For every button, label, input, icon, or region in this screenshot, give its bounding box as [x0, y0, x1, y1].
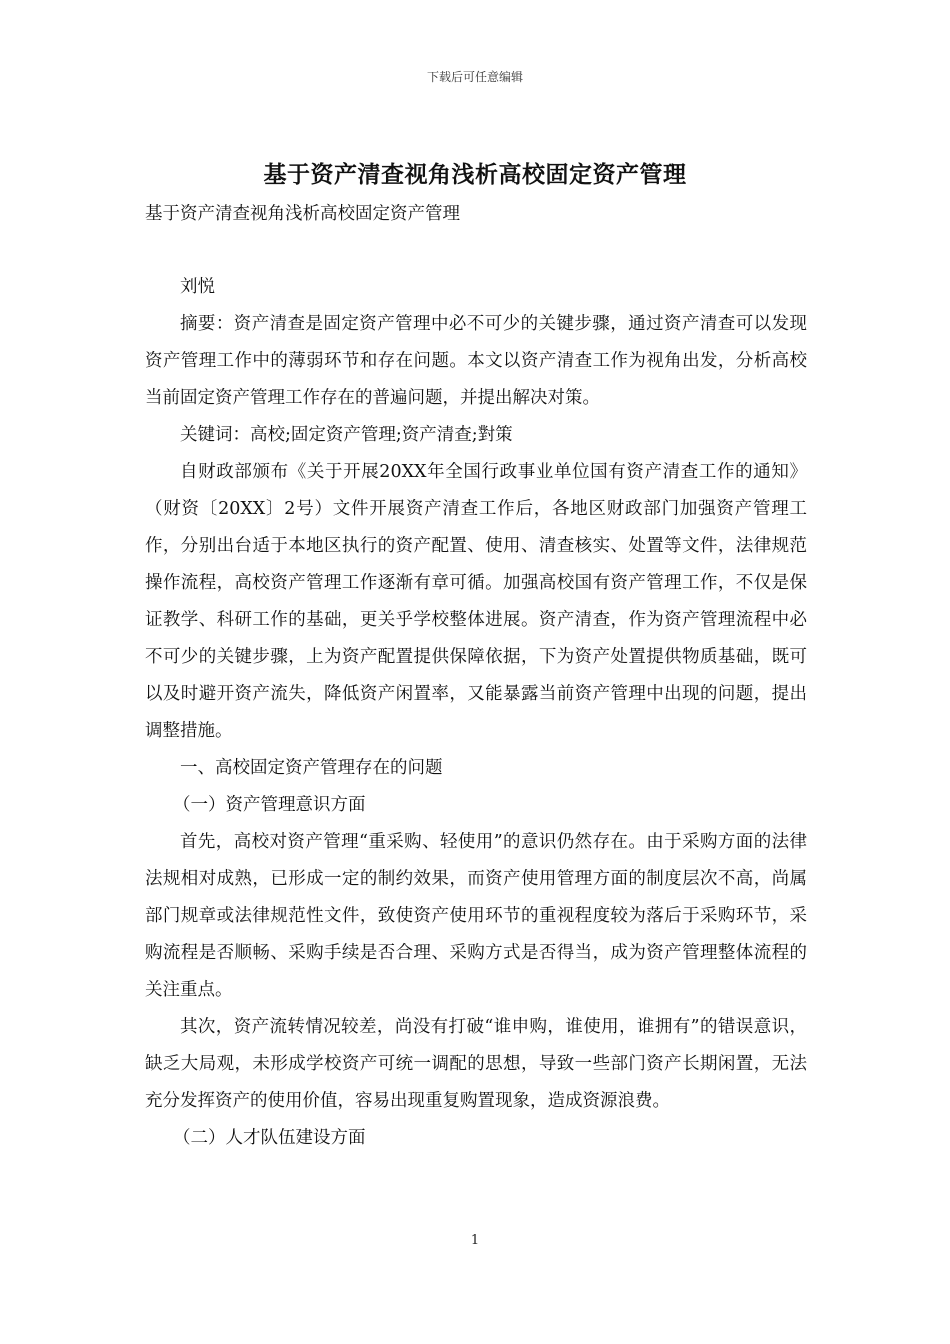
- body-paragraph-awareness-1: 首先，高校对资产管理“重采购、轻使用”的意识仍然存在。由于采购方面的法律法规相对成熟，已形成一定的制约效果，而资产使用管理方面的制度层次不高，尚属部门规章或法律规范性文件，致使资产使用环节的重视程度较为落后于采购环节，采购流程是否顺畅、采购手续是否合理、采购方式是否得当，成为资产管理整体流程的关注重点。: [145, 832, 807, 1000]
- subsection-heading-1: （一）资产管理意识方面: [173, 795, 366, 815]
- document-body: [145, 196, 807, 1157]
- section-heading-1: 一、高校固定资产管理存在的问题: [180, 758, 443, 778]
- page-number: 1: [470, 1233, 480, 1248]
- document-title: 基于资产清查视角浅析高校固定资产管理: [263, 161, 687, 188]
- author-name: 刘悦: [180, 277, 215, 297]
- document-subtitle: 基于资产清查视角浅析高校固定资产管理: [145, 204, 460, 224]
- blank-line: [145, 233, 807, 269]
- subsection-heading-2: （二）人才队伍建设方面: [173, 1128, 366, 1148]
- intro-paragraph: 自财政部颁布《关于开展20XX年全国行政事业单位国有资产清查工作的通知》（财资〔20XX〕2号）文件开展资产清查工作后，各地区财政部门加强资产管理工作，分别出台适于本地区执行的资产配置、使用、清查核实、处置等文件，法律规范操作流程，高校资产管理工作逐渐有章可循。加强高校国有资产管理工作，不仅是保证教学、科研工作的基础，更关乎学校整体进展。资产清查，作为资产管理流程中必不可少的关键步骤，上为资产配置提供保障依据，下为资产处置提供物质基础，既可以及时避开资产流失，降低资产闲置率，又能暴露当前资产管理中出现的问题，提出调整措施。: [145, 462, 807, 741]
- body-paragraph-awareness-2: 其次，资产流转情况较差，尚没有打破“谁申购，谁使用，谁拥有”的错误意识，缺乏大局观，未形成学校资产可统一调配的思想，导致一些部门资产长期闲置，无法充分发挥资产的使用价值，容易出现重复购置现象，造成资源浪费。: [145, 1017, 807, 1111]
- abstract-paragraph: 摘要：资产清查是固定资产管理中必不可少的关键步骤，通过资产清查可以发现资产管理工作中的薄弱环节和存在问题。本文以资产清查工作为视角出发，分析高校当前固定资产管理工作存在的普遍问题，并提出解决对策。: [145, 314, 807, 408]
- page-header-note: 下载后可任意编辑: [426, 70, 523, 84]
- keywords-paragraph: 关键词：高校;固定资产管理;资产清查;對策: [180, 425, 513, 445]
